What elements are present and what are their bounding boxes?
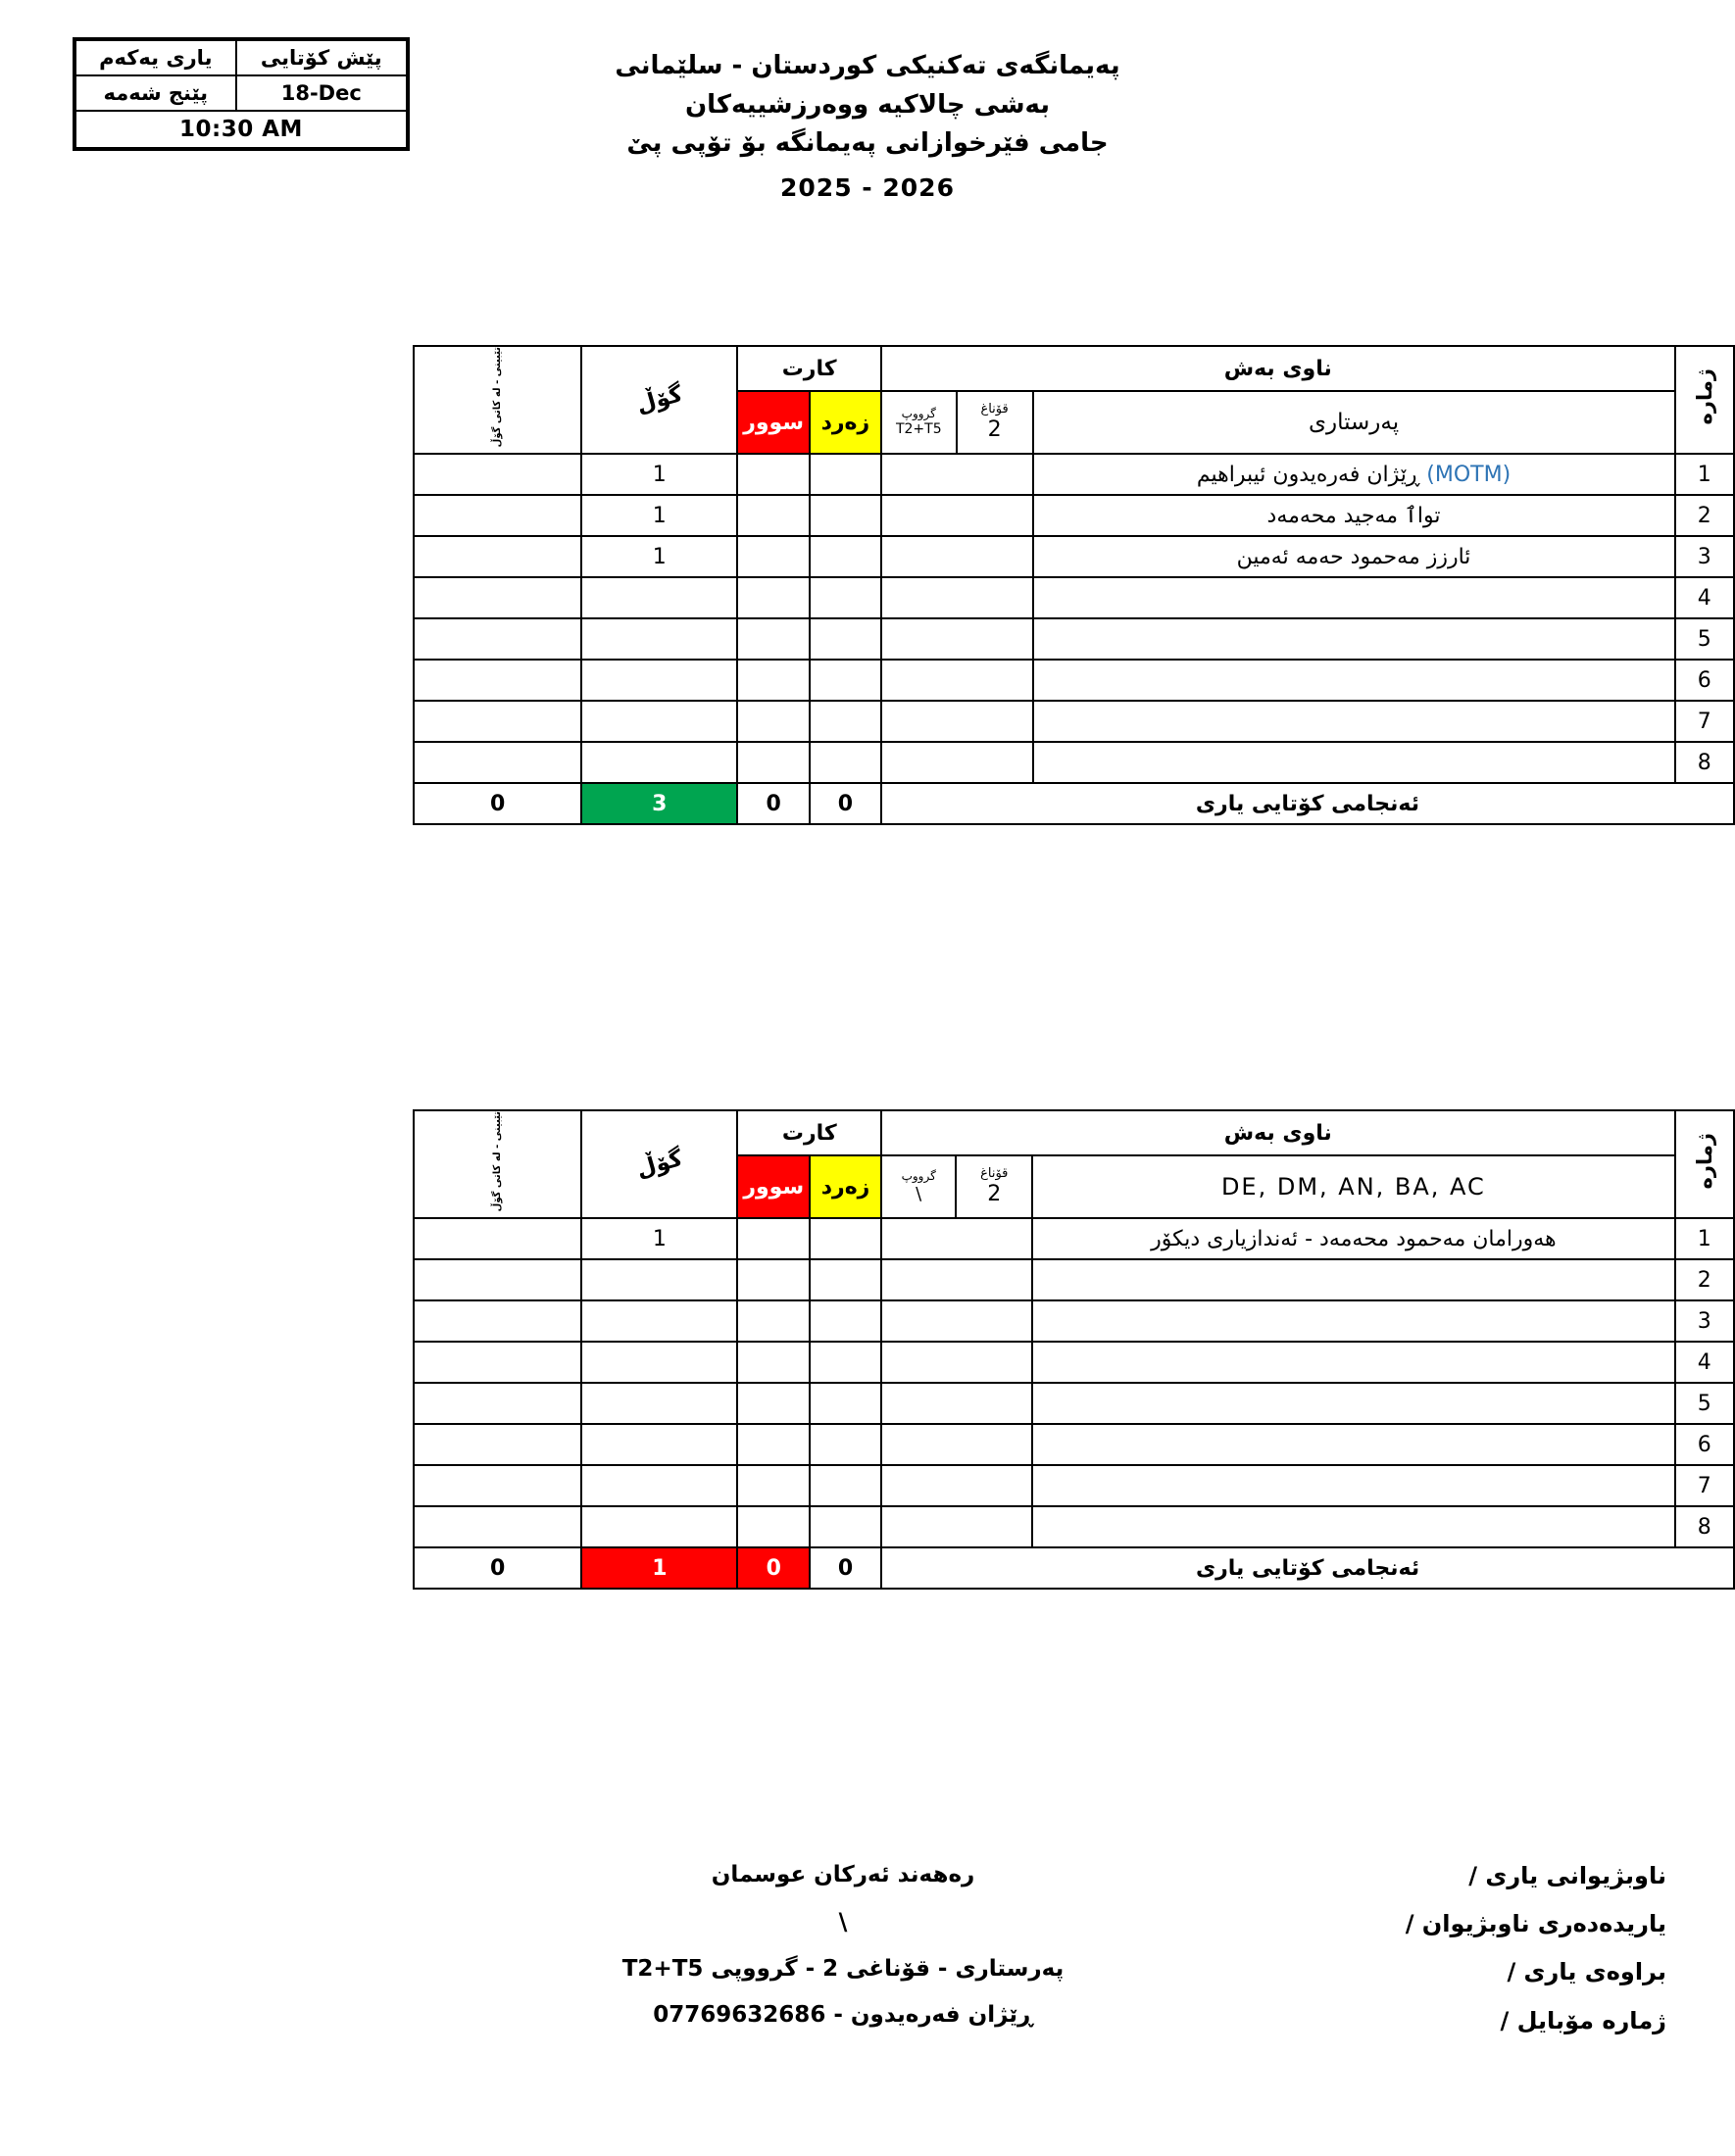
total-red-1: 0 bbox=[737, 783, 810, 824]
row-spacer bbox=[881, 701, 1033, 742]
td-group-value-1: T2+T5 bbox=[895, 421, 942, 438]
row-player-name: هەورامان مەحمود محەمەد - ئەندازیاری دیکۆر bbox=[1032, 1218, 1674, 1259]
row-red bbox=[737, 1259, 810, 1300]
row-red bbox=[737, 1383, 810, 1424]
table-row bbox=[414, 1506, 1734, 1547]
row-spacer bbox=[881, 577, 1033, 618]
row-yellow bbox=[810, 618, 881, 660]
row-red bbox=[737, 536, 810, 577]
total-yellow-1: 0 bbox=[810, 783, 881, 824]
row-no: 7 bbox=[1675, 1465, 1734, 1506]
row-spacer bbox=[881, 1465, 1032, 1506]
info-round-label: پێش کۆتایی bbox=[236, 40, 407, 75]
table-row bbox=[414, 536, 1734, 577]
row-player-name: تواٱ مەجید محەمەد bbox=[1033, 495, 1675, 536]
row-red bbox=[737, 454, 810, 495]
table1-header-row-1 bbox=[414, 346, 1734, 391]
total-goals-1: 3 bbox=[581, 783, 737, 824]
row-no: 5 bbox=[1675, 1383, 1734, 1424]
row-goals bbox=[581, 1342, 737, 1383]
row-note bbox=[414, 1259, 581, 1300]
footer-values bbox=[549, 1852, 1137, 2039]
row-goals: 1 bbox=[581, 495, 737, 536]
row-no: 1 bbox=[1675, 454, 1734, 495]
footer-value-winner: پەرستاری - قۆناغی 2 - گرووپی T2+T5 bbox=[621, 1956, 1065, 1983]
th-team-name-1: پەرستاری bbox=[1033, 391, 1675, 454]
footer-value-mobile: ڕێژان فەرەیدون - 07769632686 bbox=[653, 2002, 1033, 2029]
table2-total-row bbox=[414, 1547, 1734, 1589]
table2-header-row-1 bbox=[414, 1110, 1734, 1155]
row-note bbox=[414, 660, 581, 701]
header-season: 2025 - 2026 bbox=[780, 172, 955, 202]
row-no: 7 bbox=[1675, 701, 1734, 742]
row-note bbox=[414, 1506, 581, 1547]
row-spacer bbox=[881, 1259, 1032, 1300]
row-red bbox=[737, 618, 810, 660]
footer-value-referee: رەهەند ئەرکان عوسمان bbox=[711, 1862, 975, 1887]
row-note bbox=[414, 577, 581, 618]
row-note bbox=[414, 1465, 581, 1506]
row-player-name bbox=[1033, 660, 1675, 701]
motm-tag: (MOTM) bbox=[1426, 462, 1512, 487]
row-player-name bbox=[1032, 1506, 1674, 1547]
row-goals bbox=[581, 1506, 737, 1547]
row-note bbox=[414, 536, 581, 577]
th-group-1 bbox=[881, 391, 957, 454]
table-row bbox=[414, 1424, 1734, 1465]
row-goals: 1 bbox=[581, 454, 737, 495]
th-note-1: تێبینی - لە کاتی گۆڵ bbox=[414, 346, 581, 454]
row-no: 8 bbox=[1675, 1506, 1734, 1547]
row-yellow bbox=[810, 495, 881, 536]
row-red bbox=[737, 495, 810, 536]
th-red-2: سوور bbox=[737, 1155, 810, 1218]
row-no: 3 bbox=[1675, 1300, 1734, 1342]
row-goals bbox=[581, 1259, 737, 1300]
row-yellow bbox=[810, 1259, 881, 1300]
row-note bbox=[414, 1342, 581, 1383]
row-goals: 1 bbox=[581, 536, 737, 577]
row-goals bbox=[581, 577, 737, 618]
total-red-2: 0 bbox=[737, 1547, 810, 1589]
total-goals-2: 1 bbox=[581, 1547, 737, 1589]
row-spacer bbox=[881, 536, 1033, 577]
row-player-name bbox=[1033, 618, 1675, 660]
info-day: پێنج شەمە bbox=[75, 75, 236, 111]
th-group-label-1: گرووپ bbox=[901, 407, 936, 421]
row-goals bbox=[581, 1383, 737, 1424]
th-section-2: ناوی بەش bbox=[881, 1110, 1674, 1155]
row-goals bbox=[581, 660, 737, 701]
row-goals: 1 bbox=[581, 1218, 737, 1259]
row-red bbox=[737, 1465, 810, 1506]
row-player-name bbox=[1033, 577, 1675, 618]
th-red-1: سوور bbox=[737, 391, 810, 454]
row-spacer bbox=[881, 1506, 1032, 1547]
table-row bbox=[414, 454, 1734, 495]
row-spacer bbox=[881, 454, 1033, 495]
header-line-1: پەیمانگەی تەکنیکی کوردستان - سلێمانی bbox=[615, 51, 1120, 80]
total-note-1: 0 bbox=[414, 783, 581, 824]
th-card-2: کارت bbox=[737, 1110, 881, 1155]
row-note bbox=[414, 701, 581, 742]
row-note bbox=[414, 1424, 581, 1465]
footer-label-mobile: ژمارە مۆبایل / bbox=[1500, 2006, 1666, 2034]
row-yellow bbox=[810, 454, 881, 495]
team-sheet-2 bbox=[413, 1109, 1735, 1590]
info-time: 10:30 AM bbox=[75, 111, 407, 148]
table-row bbox=[414, 1218, 1734, 1259]
th-stage-label-2: قۆناغ bbox=[980, 1166, 1009, 1182]
th-no-2: ژمارە bbox=[1675, 1110, 1734, 1218]
table-row bbox=[414, 701, 1734, 742]
table-row bbox=[414, 1465, 1734, 1506]
th-group-label-2: گرووپ bbox=[901, 1168, 936, 1183]
td-stage-value-2: 2 bbox=[987, 1182, 1002, 1207]
row-no: 6 bbox=[1675, 1424, 1734, 1465]
row-red bbox=[737, 1506, 810, 1547]
row-no: 1 bbox=[1675, 1218, 1734, 1259]
footer-label-winner: براوەی یاری / bbox=[1507, 1958, 1666, 1986]
row-red bbox=[737, 742, 810, 783]
row-spacer bbox=[881, 495, 1033, 536]
table-row bbox=[414, 618, 1734, 660]
table-row bbox=[414, 577, 1734, 618]
row-spacer bbox=[881, 1342, 1032, 1383]
td-group-value-2: \ bbox=[916, 1183, 922, 1204]
footer-labels bbox=[1406, 1852, 1666, 2045]
th-group-2 bbox=[881, 1155, 956, 1218]
document-header bbox=[0, 47, 1735, 207]
row-note bbox=[414, 618, 581, 660]
row-goals bbox=[581, 1424, 737, 1465]
row-player-name bbox=[1032, 1300, 1674, 1342]
info-date: 18-Dec bbox=[236, 75, 407, 111]
row-goals bbox=[581, 701, 737, 742]
total-label-2: ئەنجامی کۆتایی یاری bbox=[881, 1547, 1734, 1589]
row-goals bbox=[581, 1300, 737, 1342]
th-yellow-1: زەرد bbox=[810, 391, 881, 454]
table-row bbox=[414, 1342, 1734, 1383]
table-row bbox=[414, 1300, 1734, 1342]
row-red bbox=[737, 1424, 810, 1465]
th-card-1: کارت bbox=[737, 346, 881, 391]
row-spacer bbox=[881, 1383, 1032, 1424]
row-red bbox=[737, 1300, 810, 1342]
table-row bbox=[414, 1383, 1734, 1424]
header-line-3: جامی فێرخوازانی پەیمانگە بۆ تۆپی پێ bbox=[626, 128, 1109, 159]
row-yellow bbox=[810, 577, 881, 618]
row-spacer bbox=[881, 742, 1033, 783]
row-red bbox=[737, 1342, 810, 1383]
row-no: 4 bbox=[1675, 1342, 1734, 1383]
row-red bbox=[737, 1218, 810, 1259]
footer-value-assistant-referee: \ bbox=[838, 1908, 848, 1936]
row-note bbox=[414, 454, 581, 495]
row-spacer bbox=[881, 660, 1033, 701]
table-row bbox=[414, 495, 1734, 536]
row-player-name bbox=[1032, 1342, 1674, 1383]
row-no: 3 bbox=[1675, 536, 1734, 577]
row-no: 4 bbox=[1675, 577, 1734, 618]
row-player-name bbox=[1032, 1259, 1674, 1300]
th-goal-1: گۆڵ bbox=[581, 346, 737, 454]
row-player-name bbox=[1033, 742, 1675, 783]
row-red bbox=[737, 577, 810, 618]
row-player-name: ئارزز مەحمود حەمە ئەمین bbox=[1033, 536, 1675, 577]
row-no: 6 bbox=[1675, 660, 1734, 701]
row-note bbox=[414, 1218, 581, 1259]
row-spacer bbox=[881, 618, 1033, 660]
th-goal-2: گۆڵ bbox=[581, 1110, 737, 1218]
row-yellow bbox=[810, 660, 881, 701]
row-yellow bbox=[810, 1506, 881, 1547]
th-note-2: تێبینی - لە کاتی گۆڵ bbox=[414, 1110, 581, 1218]
row-yellow bbox=[810, 536, 881, 577]
row-yellow bbox=[810, 1383, 881, 1424]
row-player-name: (MOTM) ڕێژان فەرەیدون ئیبراهیم bbox=[1033, 454, 1675, 495]
row-yellow bbox=[810, 1218, 881, 1259]
row-note bbox=[414, 1300, 581, 1342]
row-spacer bbox=[881, 1424, 1032, 1465]
row-player-name bbox=[1033, 701, 1675, 742]
footer-label-referee: ناوبژیوانی یاری / bbox=[1468, 1862, 1666, 1889]
total-note-2: 0 bbox=[414, 1547, 581, 1589]
row-goals bbox=[581, 1465, 737, 1506]
row-yellow bbox=[810, 1465, 881, 1506]
th-stage-1 bbox=[957, 391, 1033, 454]
row-no: 2 bbox=[1675, 495, 1734, 536]
row-yellow bbox=[810, 701, 881, 742]
th-no-1: ژمارە bbox=[1675, 346, 1734, 454]
table-row bbox=[414, 742, 1734, 783]
td-stage-value-1: 2 bbox=[987, 417, 1002, 443]
row-spacer bbox=[881, 1218, 1032, 1259]
row-goals bbox=[581, 742, 737, 783]
header-line-2: بەشی چالاکیە ووەرزشییەکان bbox=[684, 89, 1051, 120]
team-sheet-1 bbox=[413, 345, 1735, 825]
row-yellow bbox=[810, 1424, 881, 1465]
row-note bbox=[414, 495, 581, 536]
row-no: 2 bbox=[1675, 1259, 1734, 1300]
table-row bbox=[414, 660, 1734, 701]
row-player-name bbox=[1032, 1465, 1674, 1506]
th-yellow-2: زەرد bbox=[810, 1155, 881, 1218]
row-note bbox=[414, 1383, 581, 1424]
row-player-name bbox=[1032, 1383, 1674, 1424]
th-section-1: ناوی بەش bbox=[881, 346, 1675, 391]
row-red bbox=[737, 701, 810, 742]
row-note bbox=[414, 742, 581, 783]
row-spacer bbox=[881, 1300, 1032, 1342]
row-no: 5 bbox=[1675, 618, 1734, 660]
table1-total-row bbox=[414, 783, 1734, 824]
row-yellow bbox=[810, 742, 881, 783]
th-team-name-2: DE, DM, AN, BA, AC bbox=[1032, 1155, 1674, 1218]
row-player-name bbox=[1032, 1424, 1674, 1465]
total-yellow-2: 0 bbox=[810, 1547, 881, 1589]
row-no: 8 bbox=[1675, 742, 1734, 783]
footer-label-assistant-referee: یاریدەدەری ناوبژیوان / bbox=[1405, 1910, 1666, 1938]
info-match-label: یاری یەکەم bbox=[75, 40, 236, 75]
table-row bbox=[414, 1259, 1734, 1300]
row-goals bbox=[581, 618, 737, 660]
th-stage-2 bbox=[956, 1155, 1032, 1218]
th-stage-label-1: قۆناغ bbox=[980, 402, 1009, 417]
total-label-1: ئەنجامی کۆتایی یاری bbox=[881, 783, 1734, 824]
row-yellow bbox=[810, 1342, 881, 1383]
row-yellow bbox=[810, 1300, 881, 1342]
row-red bbox=[737, 660, 810, 701]
